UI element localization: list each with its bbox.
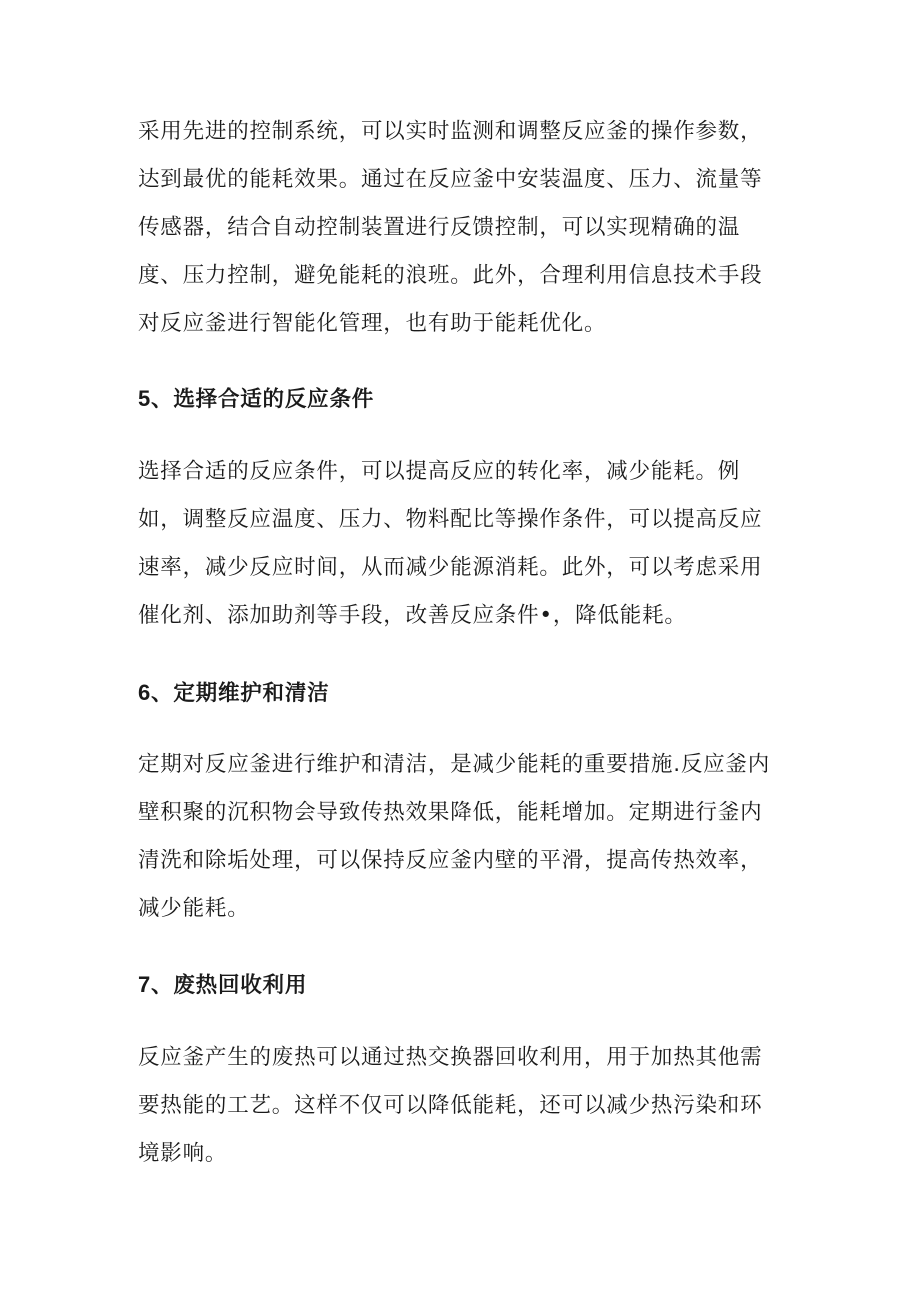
section-title: 、废热回收利用 <box>151 973 308 998</box>
section-title: 、选择合适的反应条件 <box>151 387 375 412</box>
section-title: 、定期维护和清洁 <box>151 681 330 706</box>
paragraph-control-system: 采用先进的控制系统，可以实时监测和调整反应釜的操作参数，达到最优的能耗效果。通过在反应釜中安装温度、压力、流量等传感器，结合自动控制装置进行反馈控制，可以实现精确的温度、压力控制，避免能耗的浪班。此外，合理利用信息技术手段对反应釜进行智能化管理，也有助于能耗优化。 <box>138 119 763 336</box>
section-heading-7 <box>138 970 778 1001</box>
section-heading-6 <box>138 678 778 709</box>
section-number: 6 <box>138 680 152 705</box>
section-heading-5 <box>138 384 778 415</box>
section-number: 5 <box>138 386 152 411</box>
paragraph-waste-heat: 反应釜产生的废热可以通过热交换器回收利用，用于加热其他需要热能的工艺。这样不仅可以降低能耗，还可以减少热污染和环境影响。 <box>138 1045 763 1166</box>
section-number: 7 <box>138 972 152 997</box>
paragraph-reaction-conditions: 选择合适的反应条件，可以提高反应的转化率，减少能耗。例如，调整反应温度、压力、物料配比等操作条件，可以提高反应速率，减少反应时间，从而减少能源消耗。此外，可以考虑采用催化剂、添加助剂等手段，改善反应条件•，降低能耗。 <box>138 459 763 628</box>
paragraph-maintenance: 定期对反应釜进行维护和清洁，是减少能耗的重要措施.反应釜内壁积聚的沉积物会导致传热效果降低，能耗增加。定期进行釜内清洗和除垢处理，可以保持反应釜内壁的平滑，提高传热效率，减少能耗。 <box>138 752 771 921</box>
